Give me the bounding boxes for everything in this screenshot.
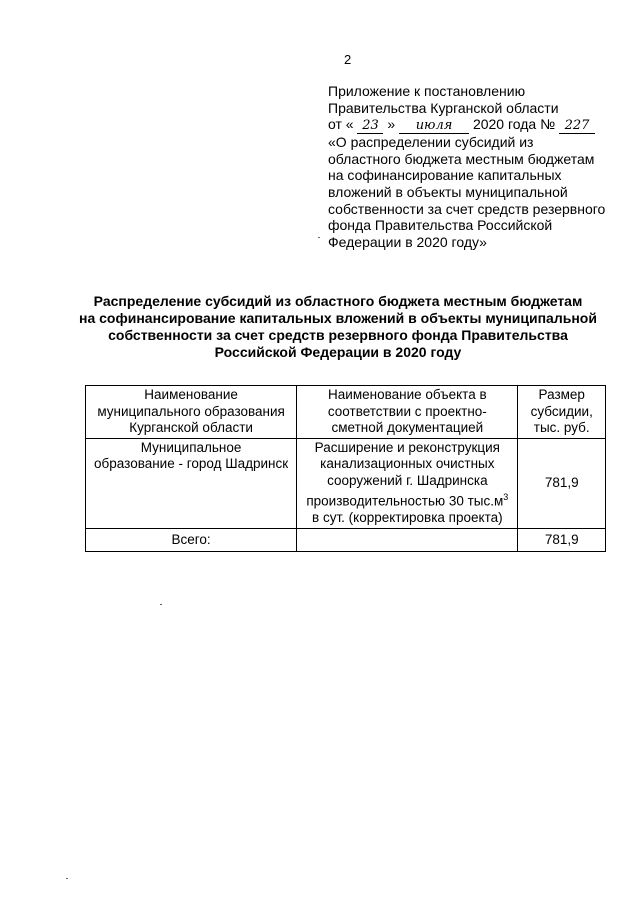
header-text: субсидии, — [530, 403, 593, 419]
scan-speck — [318, 237, 320, 238]
title-line: на софинансирование капитальных вложений в объекты муниципальной — [79, 310, 597, 326]
document-title — [60, 293, 616, 361]
scan-speck — [160, 604, 162, 605]
header-text: муниципального образования — [97, 403, 285, 419]
total-amount: 781,9 — [518, 528, 606, 552]
cell-amount: 781,9 — [518, 438, 606, 528]
total-label: Всего: — [86, 528, 297, 552]
handwritten-month: июля — [399, 119, 469, 134]
scan-speck — [66, 878, 68, 879]
decree-title-line: вложений в объекты муниципальной — [328, 183, 568, 200]
decree-title-line: Федерации в 2020 году» — [328, 233, 487, 250]
header-text: Наименование — [144, 387, 238, 402]
handwritten-number: 227 — [559, 119, 595, 134]
cell-text: образование - город Шадринск — [94, 456, 289, 471]
decree-title-line: собственности за счет средств резервного — [328, 200, 606, 217]
header-text: соответствии с проектно- — [327, 403, 487, 419]
cell-text: Расширение и реконструкция — [314, 439, 500, 455]
cell-text: Муниципальное — [140, 439, 242, 455]
table-total-row — [86, 528, 606, 552]
cell-text: канализационных очистных — [320, 456, 495, 471]
appendix-line: Правительства Курганской области — [328, 99, 559, 116]
page-number: 2 — [344, 52, 352, 67]
handwritten-day: 23 — [357, 119, 383, 134]
cell-municipality — [86, 438, 297, 528]
appendix-line: Приложение к постановлению — [328, 83, 526, 99]
cell-text — [300, 489, 514, 510]
header-text: Размер — [538, 387, 585, 402]
header-amount — [518, 386, 606, 439]
cell-object — [297, 438, 518, 528]
appendix-block — [328, 83, 628, 250]
header-text: Курганской области — [129, 420, 253, 435]
cell-text: сооружений г. Шадринска — [327, 472, 488, 488]
subsidy-table — [85, 385, 606, 552]
header-object — [297, 386, 518, 439]
date-quote: » — [387, 116, 396, 133]
cell-text: в сут. (корректировка проекта) — [312, 510, 503, 525]
title-line: Распределение субсидий из областного бюджета местным бюджетам — [93, 293, 583, 309]
capacity-text: производительностью 30 тыс.м — [306, 493, 504, 509]
header-text: сметной документацией — [331, 420, 484, 435]
decree-date-line — [328, 116, 628, 134]
table-header-row — [86, 386, 606, 439]
superscript: 3 — [503, 492, 509, 502]
total-empty — [297, 528, 518, 552]
header-text: Наименование объекта в — [328, 387, 487, 402]
header-municipality — [86, 386, 297, 439]
table-row — [86, 438, 606, 528]
decree-title-line: на софинансирование капитальных — [328, 167, 562, 184]
date-prefix: от « — [328, 116, 354, 133]
title-line: Российской Федерации в 2020 году — [214, 344, 462, 360]
header-text: тыс. руб. — [533, 420, 590, 435]
decree-title-line: «О распределении субсидий из — [328, 134, 534, 151]
year-text: 2020 года № — [472, 116, 556, 133]
title-line: собственности за счет средств резервного фонда Правительства — [108, 327, 568, 343]
decree-title-line: областного бюджета местным бюджетам — [328, 150, 595, 167]
decree-title-line: фонда Правительства Российской — [328, 217, 553, 234]
